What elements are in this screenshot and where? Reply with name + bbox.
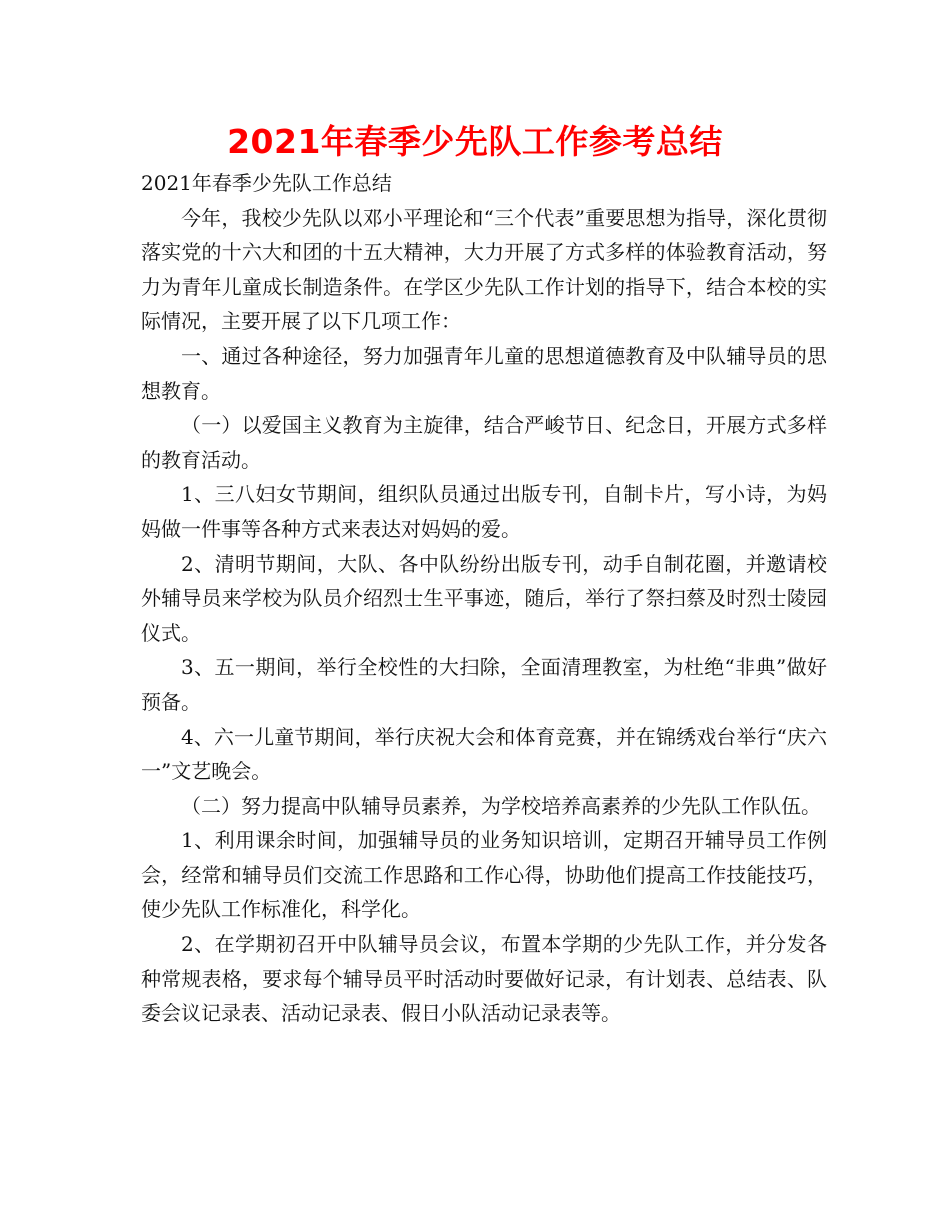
- paragraph: 今年，我校少先队以邓小平理论和“三个代表”重要思想为指导，深化贯彻落实党的十六大和团的十五大精神，大力开展了方式多样的体验教育活动，努力为青年儿童成长制造条件。在学区少先队工作计划的指导下，结合本校的实际情况，主要开展了以下几项工作：: [141, 205, 827, 334]
- paragraph: 2、清明节期间，大队、各中队纷纷出版专刊，动手自制花圈，并邀请校外辅导员来学校为队员介绍烈士生平事迹，随后，举行了祭扫蔡及时烈士陵园仪式。: [141, 551, 827, 645]
- paragraph: 3、五一期间，举行全校性的大扫除，全面清理教室，为杜绝“非典”做好预备。: [141, 655, 827, 714]
- paragraph: 2、在学期初召开中队辅导员会议，布置本学期的少先队工作，并分发各种常规表格，要求每个辅导员平时活动时要做好记录，有计划表、总结表、队委会议记录表、活动记录表、假日小队活动记录表等。: [141, 932, 827, 1026]
- document-title: 2021年春季少先队工作参考总结: [227, 122, 723, 161]
- paragraph: （一）以爱国主义教育为主旋律，结合严峻节日、纪念日，开展方式多样的教育活动。: [141, 413, 827, 472]
- paragraph: 一、通过各种途径，努力加强青年儿童的思想道德教育及中队辅导员的思想教育。: [141, 343, 827, 403]
- paragraph: 4、六一儿童节期间，举行庆祝大会和体育竞赛，并在锦绣戏台举行“庆六一”文艺晚会。: [141, 724, 827, 784]
- paragraph: 1、三八妇女节期间，组织队员通过出版专刊，自制卡片，写小诗，为妈妈做一件事等各种方式来表达对妈妈的爱。: [141, 482, 827, 541]
- document-subtitle: 2021年春季少先队工作总结: [141, 171, 392, 195]
- paragraph: （二）努力提高中队辅导员素养，为学校培养高素养的少先队工作队伍。: [181, 793, 821, 818]
- document-body: [141, 166, 827, 1031]
- paragraph: 1、利用课余时间，加强辅导员的业务知识培训，定期召开辅导员工作例会，经常和辅导员们交流工作思路和工作心得，协助他们提高工作技能技巧，使少先队工作标准化，科学化。: [141, 828, 827, 922]
